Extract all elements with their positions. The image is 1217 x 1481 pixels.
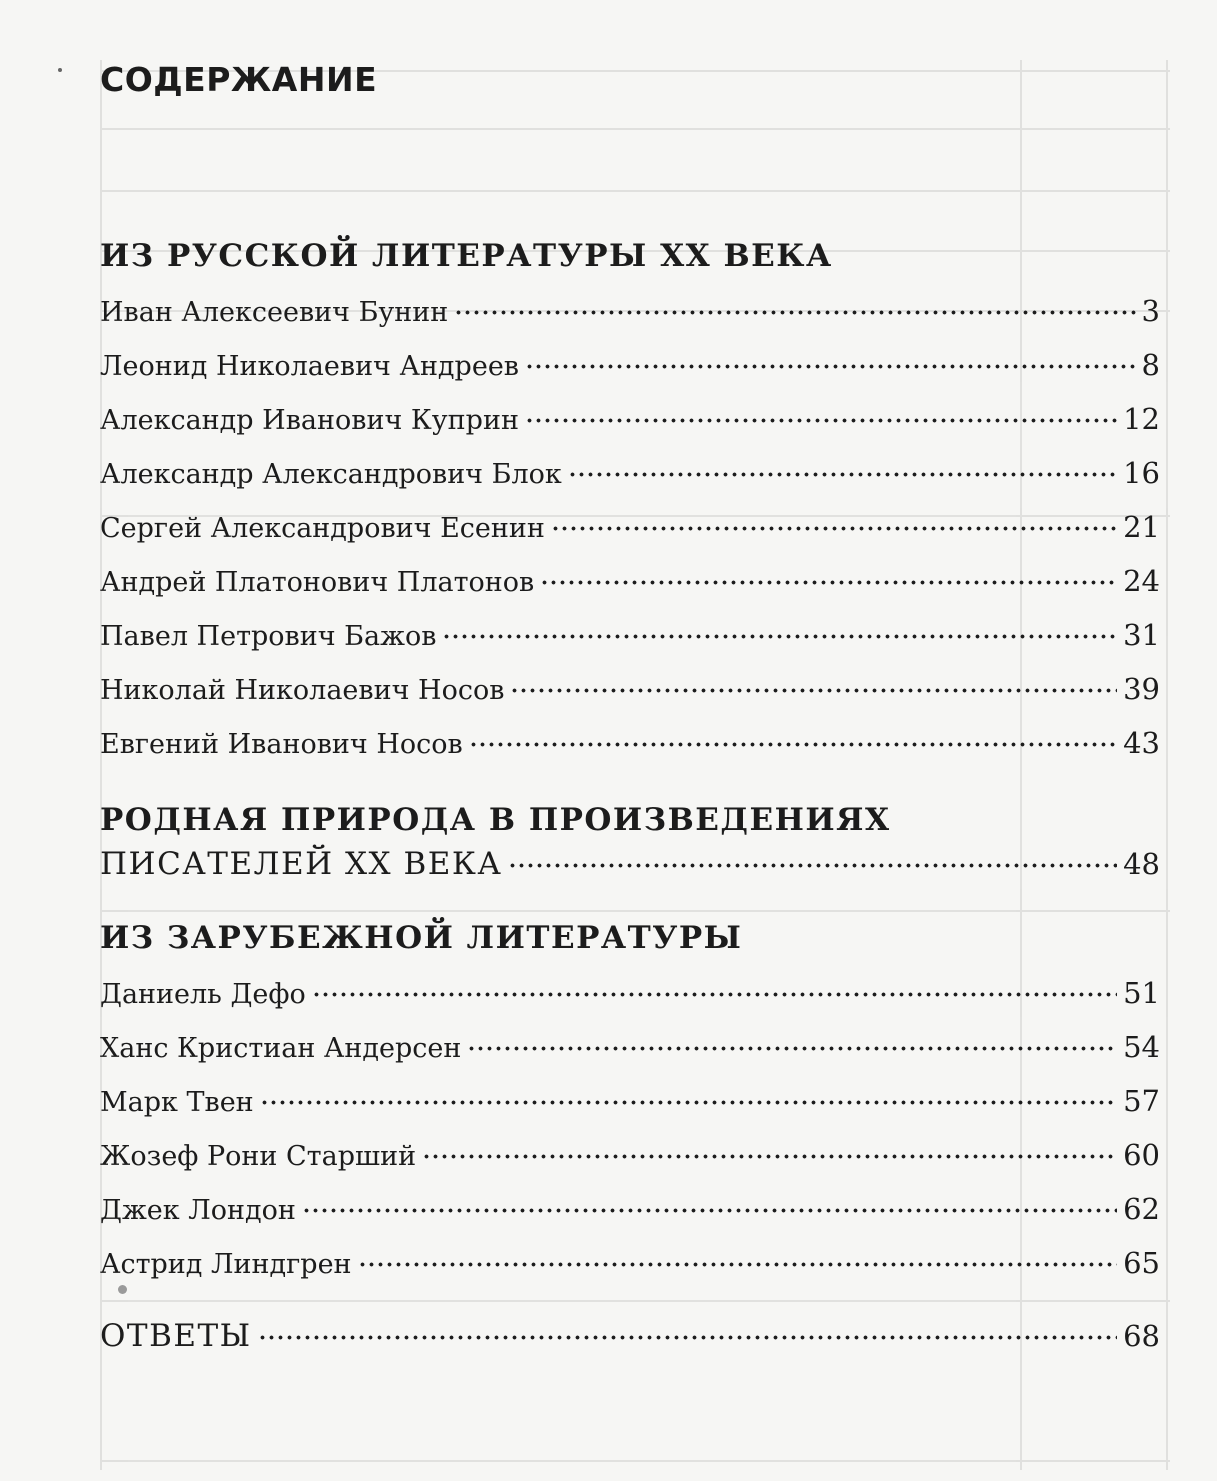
toc-entry[interactable] <box>100 975 1160 1029</box>
entry-title: Александр Иванович Куприн <box>100 405 519 436</box>
entry-page-number: 24 <box>1123 564 1160 598</box>
toc-entry[interactable] <box>100 671 1160 725</box>
entry-page-number: 3 <box>1141 294 1160 328</box>
entry-page-number: 65 <box>1123 1246 1160 1280</box>
section-heading: РОДНАЯ ПРИРОДА В ПРОИЗВЕДЕНИЯХ <box>100 802 891 838</box>
entry-page-number: 54 <box>1123 1030 1160 1064</box>
toc-section-nature <box>100 800 1160 882</box>
toc-section-russian <box>100 236 1160 276</box>
dot-leader <box>551 510 1117 537</box>
toc-section-answers <box>100 1318 1160 1354</box>
entry-title: Николай Николаевич Носов <box>100 675 505 706</box>
entry-page-number: 51 <box>1123 976 1160 1010</box>
dot-leader <box>258 1319 1117 1346</box>
toc-entry[interactable] <box>100 455 1160 509</box>
toc-entry[interactable] <box>100 846 1160 882</box>
entry-title: Евгений Иванович Носов <box>100 729 463 760</box>
dot-leader <box>358 1246 1118 1273</box>
bleed-line <box>1166 60 1168 1470</box>
print-speck <box>58 68 62 72</box>
entry-title: Александр Александрович Блок <box>100 459 562 490</box>
dot-leader <box>525 402 1117 429</box>
dot-leader <box>454 294 1135 321</box>
entry-page-number: 43 <box>1123 726 1160 760</box>
dot-leader <box>442 618 1117 645</box>
toc-entry[interactable] <box>100 1191 1160 1245</box>
toc-entry[interactable] <box>100 1318 1160 1354</box>
toc-entry[interactable] <box>100 563 1160 617</box>
bleed-line <box>100 910 1170 912</box>
entry-title: Ханс Кристиан Андерсен <box>100 1033 462 1064</box>
dot-leader <box>469 726 1117 753</box>
toc-entry[interactable] <box>100 1083 1160 1137</box>
toc-section-foreign <box>100 918 1160 958</box>
dot-leader <box>422 1138 1117 1165</box>
entry-page-number: 62 <box>1123 1192 1160 1226</box>
entry-title: Даниель Дефо <box>100 979 306 1010</box>
toc-entry[interactable] <box>100 1245 1160 1299</box>
toc-entry[interactable] <box>100 617 1160 671</box>
entry-title: Сергей Александрович Есенин <box>100 513 545 544</box>
bleed-line <box>100 1460 1170 1462</box>
dot-leader <box>540 564 1117 591</box>
dot-leader <box>260 1084 1117 1111</box>
entry-title: Астрид Линдгрен <box>100 1249 352 1280</box>
entry-title: Иван Алексеевич Бунин <box>100 297 449 328</box>
toc-entry[interactable] <box>100 401 1160 455</box>
entry-title: Леонид Николаевич Андреев <box>100 351 520 382</box>
bleed-line <box>100 190 1170 192</box>
entry-title: Джек Лондон <box>100 1195 296 1226</box>
bleed-line <box>100 1300 1170 1302</box>
section-heading: ИЗ ЗАРУБЕЖНОЙ ЛИТЕРАТУРЫ <box>100 920 743 956</box>
toc-entry-list <box>100 293 1160 779</box>
entry-page-number: 60 <box>1123 1138 1160 1172</box>
toc-entry[interactable] <box>100 1137 1160 1191</box>
dot-leader <box>510 672 1117 699</box>
dot-leader <box>467 1030 1117 1057</box>
section-heading-continued: ПИСАТЕЛЕЙ XX ВЕКА <box>100 846 503 882</box>
entry-title: Павел Петрович Бажов <box>100 621 437 652</box>
entry-page-number: 68 <box>1123 1319 1160 1353</box>
page-title: СОДЕРЖАНИЕ <box>100 60 378 99</box>
toc-entry-list <box>100 975 1160 1299</box>
entry-page-number: 39 <box>1123 672 1160 706</box>
toc-entry[interactable] <box>100 293 1160 347</box>
dot-leader <box>508 847 1117 874</box>
section-heading: ИЗ РУССКОЙ ЛИТЕРАТУРЫ XX ВЕКА <box>100 238 833 274</box>
bleed-line <box>100 128 1170 130</box>
entry-page-number: 8 <box>1141 348 1160 382</box>
toc-entry[interactable] <box>100 725 1160 779</box>
entry-title: Андрей Платонович Платонов <box>100 567 535 598</box>
entry-page-number: 21 <box>1123 510 1160 544</box>
entry-page-number: 12 <box>1123 402 1160 436</box>
entry-title: ОТВЕТЫ <box>100 1318 252 1354</box>
dot-leader <box>525 348 1136 375</box>
toc-entry[interactable] <box>100 347 1160 401</box>
entry-page-number: 31 <box>1123 618 1160 652</box>
entry-page-number: 16 <box>1123 456 1160 490</box>
dot-leader <box>312 976 1117 1003</box>
toc-entry[interactable] <box>100 509 1160 563</box>
entry-page-number: 57 <box>1123 1084 1160 1118</box>
entry-title: Жозеф Рони Старший <box>100 1141 417 1172</box>
dot-leader <box>302 1192 1117 1219</box>
entry-title: Марк Твен <box>100 1087 254 1118</box>
dot-leader <box>568 456 1117 483</box>
toc-entry[interactable] <box>100 1029 1160 1083</box>
entry-page-number: 48 <box>1123 847 1160 881</box>
